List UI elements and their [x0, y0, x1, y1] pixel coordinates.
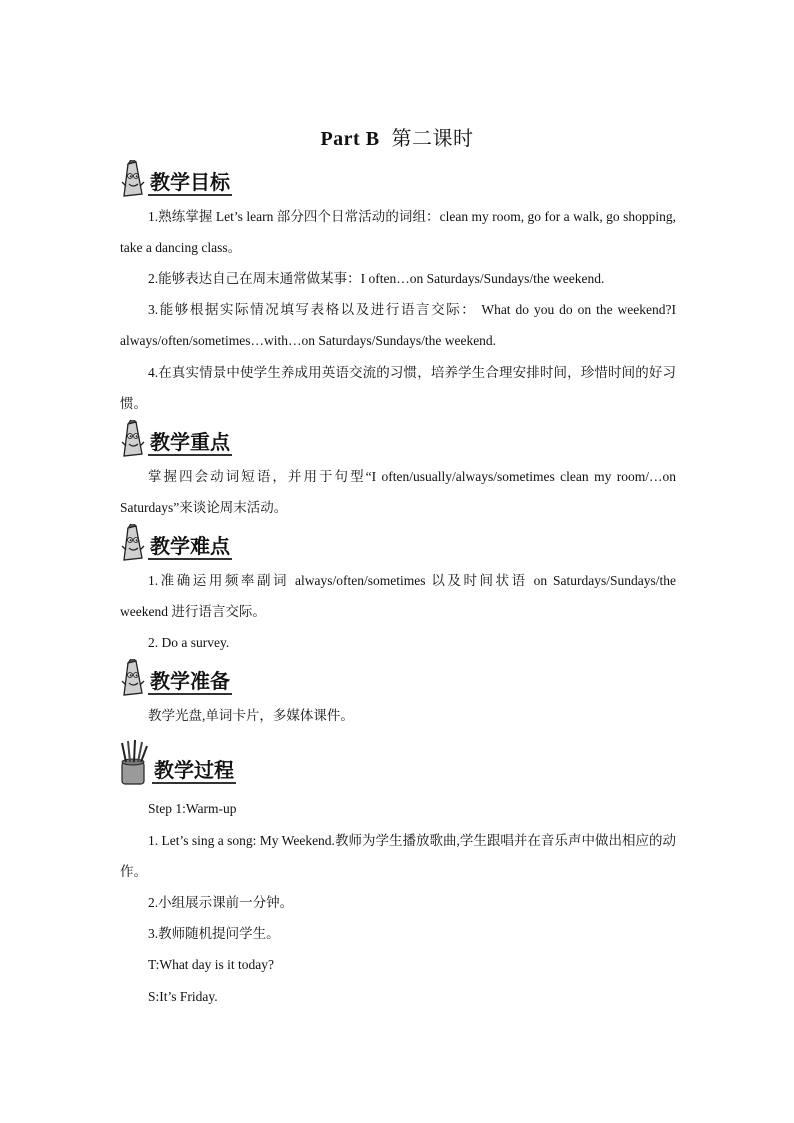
difficulty-item-2: 2. Do a survey. — [148, 635, 230, 650]
goal-item-3: 3.能够根据实际情况填写表格以及进行语言交际： What do you do on the weekend?I always/often/sometimes…with…on Saturdays/Sundays/the weekend. — [120, 302, 676, 348]
goal-item-2: 2.能够表达自己在周末通常做某事：I often…on Saturdays/Sundays/the weekend. — [148, 271, 605, 286]
pencil-mascot-icon — [116, 420, 150, 460]
pencil-mascot-icon — [116, 524, 150, 564]
step-label: Step 1:Warm-up — [148, 801, 237, 816]
page-title — [0, 122, 794, 151]
difficulty-item-1: 1.准确运用频率副词 always/often/sometimes 以及时间状语 on Saturdays/Sundays/the weekend 进行语言交际。 — [120, 573, 676, 619]
process-item-2: 2.小组展示课前一分钟。 — [148, 895, 294, 910]
title-part: Part B — [320, 128, 380, 150]
heading-underline — [148, 693, 232, 695]
pencil-mascot-icon — [116, 160, 150, 200]
process-item-1: 1. Let’s sing a song: My Weekend.教师为学生播放歌曲,学生跟唱并在音乐声中做出相应的动作。 — [120, 833, 676, 879]
section-heading: 教学重点 — [150, 430, 230, 454]
pencil-mascot-icon — [116, 659, 150, 699]
process-item-3: 3.教师随机提问学生。 — [148, 926, 280, 941]
heading-underline — [148, 558, 232, 560]
key-points-text: 掌握四会动词短语，并用于句型“I often/usually/always/sometimes clean my room/…on Saturdays”来谈论周末活动。 — [120, 469, 676, 515]
section-heading: 教学过程 — [154, 758, 234, 782]
dialogue-teacher: T:What day is it today? — [148, 957, 275, 972]
goal-item-1: 1.熟练掌握 Let’s learn 部分四个日常活动的词组：clean my room, go for a walk, go shopping, take a dancing class。 — [120, 209, 676, 255]
heading-underline — [148, 194, 232, 196]
section-heading: 教学目标 — [150, 170, 230, 194]
preparation-text: 教学光盘,单词卡片，多媒体课件。 — [148, 708, 354, 723]
section-heading: 教学难点 — [150, 534, 230, 558]
pencil-cup-icon — [116, 740, 150, 786]
goal-item-4: 4.在真实情景中使学生养成用英语交流的习惯，培养学生合理安排时间，珍惜时间的好习惯。 — [120, 365, 676, 411]
section-heading: 教学准备 — [150, 669, 230, 693]
heading-underline — [152, 782, 236, 784]
dialogue-student: S:It’s Friday. — [148, 989, 218, 1004]
title-lesson: 第二课时 — [391, 128, 474, 150]
heading-underline — [148, 454, 232, 456]
